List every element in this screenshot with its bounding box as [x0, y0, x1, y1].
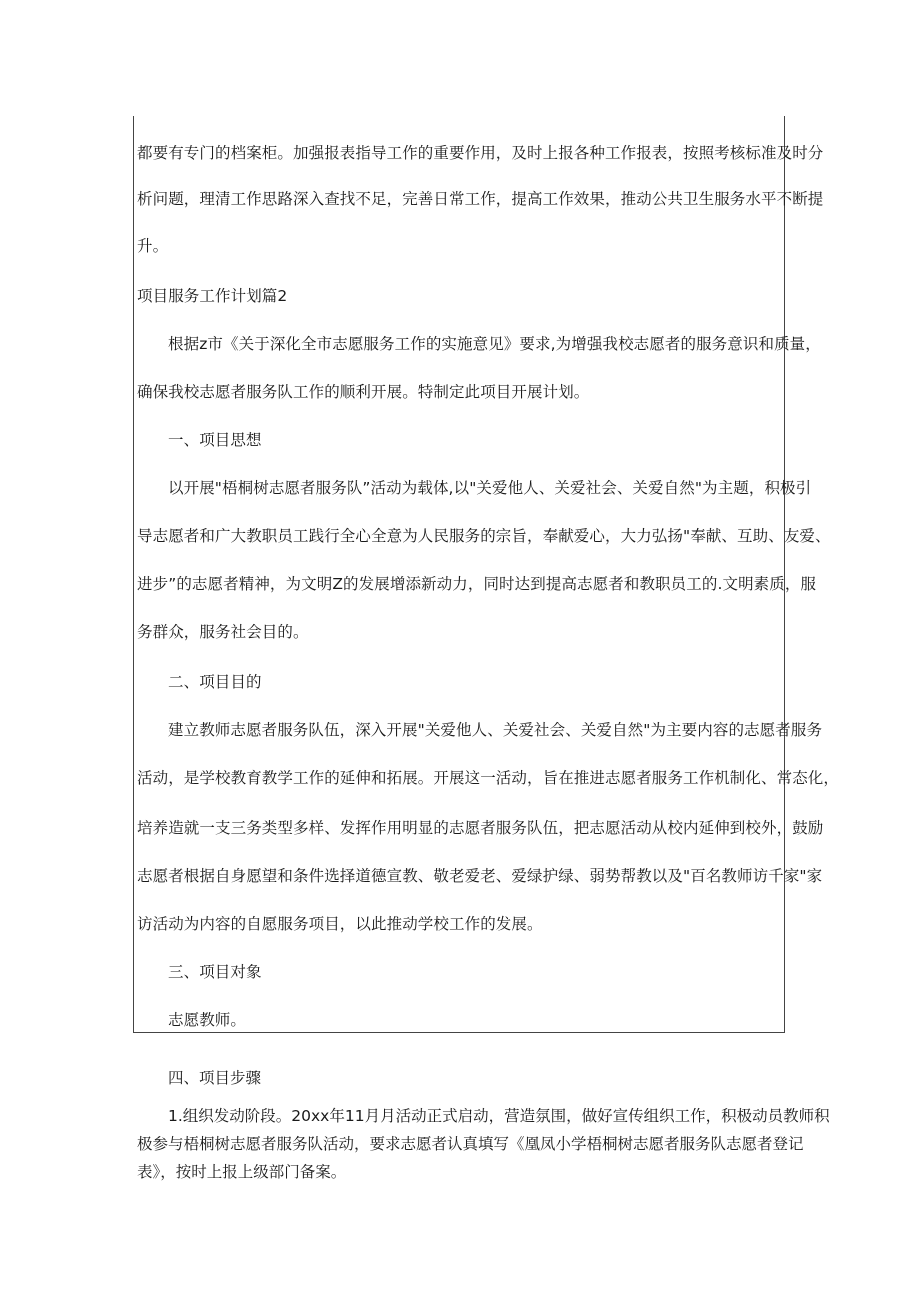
- paragraph-line: 建立教师志愿者服务队伍，深入开展"关爱他人、关爱社会、关爱自然"为主要内容的志愿者服务: [168, 721, 823, 739]
- paragraph-line: 根据z市《关于深化全市志愿服务工作的实施意见》要求,为增强我校志愿者的服务意识和质量，: [168, 335, 821, 353]
- paragraph-line: 活动，是学校教育教学工作的延伸和拓展。开展这一活动，旨在推进志愿者服务工作机制化、常态化，: [137, 769, 840, 787]
- paragraph-line: 析问题，理清工作思路深入查找不足，完善日常工作，提高工作效果，推动公共卫生服务水平不断提: [137, 190, 824, 208]
- paragraph-line: 1.组织发动阶段。20xx年11月月活动正式启动，营造氛围，做好宣传组织工作，积极动员教师积: [168, 1107, 830, 1125]
- paragraph-line: 志愿教师。: [168, 1011, 247, 1029]
- paragraph-line: 务群众，服务社会目的。: [137, 623, 309, 641]
- section-heading: 项目服务工作计划篇2: [137, 287, 288, 305]
- paragraph-line: 确保我校志愿者服务队工作的顺利开展。特制定此项目开展计划。: [137, 383, 590, 401]
- paragraph-line: 志愿者根据自身愿望和条件选择道德宣教、敬老爱老、爱绿护绿、弱势帮教以及"百名教师访千家"家: [137, 867, 823, 885]
- paragraph-line: 访活动为内容的自愿服务项目，以此推动学校工作的发展。: [137, 915, 543, 933]
- paragraph-line: 升。: [137, 237, 169, 255]
- paragraph-line: 极参与梧桐树志愿者服务队活动，要求志愿者认真填写《凰凤小学梧桐树志愿者服务队志愿者登记: [137, 1135, 804, 1153]
- paragraph-line: 都要有专门的档案柜。加强报表指导工作的重要作用，及时上报各种工作报表，按照考核标准及时分: [137, 144, 824, 162]
- paragraph-line: 表》，按时上报上级部门备案。: [137, 1163, 347, 1181]
- section-title: 四、项目步骤: [168, 1069, 262, 1087]
- paragraph-line: 以开展"梧桐树志愿者服务队”活动为载体,以"关爱他人、关爱社会、关爱自然"为主题，积极引: [168, 479, 812, 497]
- section-title: 三、项目对象: [168, 963, 262, 981]
- section-title: 一、项目思想: [168, 431, 262, 449]
- section-title: 二、项目目的: [168, 673, 262, 691]
- paragraph-line: 进步”的志愿者精神，为文明Z的发展增添新动力，同时达到提高志愿者和教职员工的.文明素质，服: [137, 575, 817, 593]
- paragraph-line: 导志愿者和广大教职员工践行全心全意为人民服务的宗旨，奉献爱心，大力弘扬"奉献、互助、友爱、: [137, 527, 831, 545]
- paragraph-line: 培养造就一支三务类型多样、发挥作用明显的志愿者服务队伍，把志愿活动从校内延伸到校外，鼓励: [137, 819, 824, 837]
